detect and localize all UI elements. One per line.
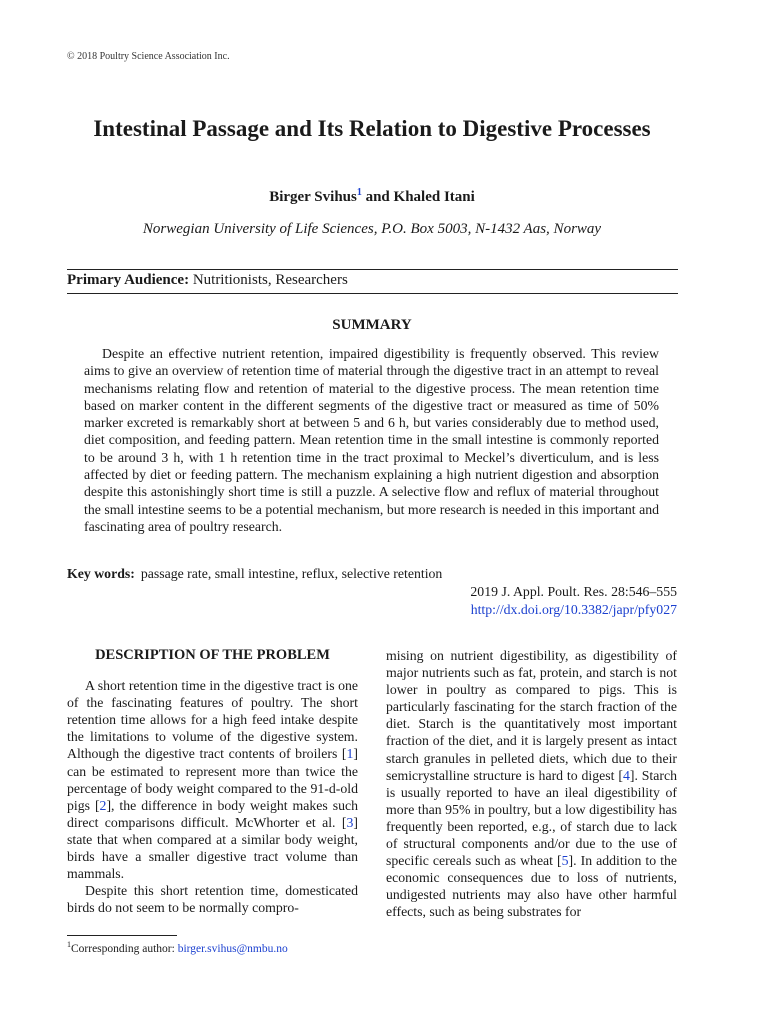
body-column-right [386, 647, 677, 921]
author-email-link[interactable]: birger.svihus@nmbu.no [177, 942, 288, 955]
reference-link-5[interactable]: 5 [561, 853, 569, 869]
footnote-label: Corresponding author: [71, 942, 178, 955]
author-list [67, 187, 677, 206]
author-footnote-marker[interactable]: 1 [356, 187, 362, 198]
reference-link-2[interactable]: 2 [99, 797, 107, 813]
citation-block [470, 583, 677, 619]
article-title: Intestinal Passage and Its Relation to Digestive Processes [93, 116, 651, 141]
summary-heading: SUMMARY [332, 317, 412, 333]
copyright-notice: © 2018 Poultry Science Association Inc. [67, 51, 230, 62]
reference-link-3[interactable]: 3 [346, 814, 354, 830]
body-paragraph: A short retention time in the digestive tract is one of the fascinating features of poultry. The short retention time allows for a high feed intake despite the limitations to volume of the digestive system. Although the digestive tract contents of broilers [1] can be estimated to represent more than twice the percentage of body weight compared to the 91-d-old pigs [2], the difference in body weight makes such direct comparisons difficult. McWhorter et al. [3] state that when compared at a similar body weight, birds have a smaller digestive tract volume than mammals. [67, 678, 359, 882]
keywords-value: passage rate, small intestine, reflux, selective retention [140, 566, 443, 581]
section-heading: DESCRIPTION OF THE PROBLEM [95, 647, 330, 663]
affiliation: Norwegian University of Life Sciences, P.O. Box 5003, N-1432 Aas, Norway [142, 221, 602, 237]
journal-citation: 2019 J. Appl. Poult. Res. 28:546–555 [470, 584, 677, 599]
footnote-rule [67, 935, 177, 936]
doi-link[interactable]: http://dx.doi.org/10.3382/japr/pfy027 [470, 602, 677, 617]
audience-bottom-rule [67, 293, 678, 294]
primary-audience [67, 272, 348, 289]
audience-value: Nutritionists, Researchers [189, 272, 348, 288]
author-name: Birger Svihus [269, 189, 357, 205]
reference-link-1[interactable]: 1 [346, 746, 354, 762]
summary-text: Despite an effective nutrient retention, impaired digestibility is frequently observed. This review aims to give an overview of retention time of material through the digestive tract in an attempt to reveal mechanisms relating flow and retention of material to the digestive process. The mean retention time based on marker content in the different segments of the digestive tract or measured as time of 50% marker excreted is remarkably short at between 5 and 6 h, but varies considerably due to method used, diet composition, and feeding pattern. Mean retention time in the small intestine is commonly reported to be around 3 h, with 1 h retention time in the tract proximal to Meckel’s diverticulum, and is less affected by diet or feeding pattern. The mechanism explaining a high nutrient digestion and absorption despite this astonishingly short time is still a puzzle. A selective flow and reflux of material throughout the small intestine seems to be a potential mechanism, but more research is needed in this important and fascinating area of poultry research. [84, 346, 659, 534]
body-column-left [67, 645, 358, 916]
audience-top-rule [67, 269, 678, 270]
summary-abstract [84, 345, 659, 535]
reference-link-4[interactable]: 4 [622, 767, 630, 783]
keywords-label: Key words: [67, 566, 135, 581]
audience-label: Primary Audience: [67, 272, 190, 288]
body-paragraph: Despite this short retention time, domesticated birds do not seem to be normally compro- [67, 883, 358, 916]
keywords [67, 566, 442, 582]
body-paragraph: mising on nutrient digestibility, as digestibility of major nutrients such as fat, protein, and starch is not lower in poultry as compared to pigs. This is particularly fascinating for the starch fraction of the diet. Starch is the quantitatively most important fraction of the diet, and it is largely present as intact starch granules in pelleted diets, which due to their semicrystalline structure is hard to digest [4]. Starch is usually reported to have an ileal digestibility of more than 95% in poultry, but a low digestibility has frequently been reported, e.g., of starch due to lack of structural components and/or due to the use of specific cereals such as wheat [5]. In addition to the economic consequences due to loss of nutrients, undigested nutrients may also have other harmful effects, such as being substrates for [386, 648, 677, 920]
footnote-marker: 1 [67, 940, 71, 949]
coauthor-name: and Khaled Itani [361, 189, 475, 205]
footnote [67, 940, 288, 955]
